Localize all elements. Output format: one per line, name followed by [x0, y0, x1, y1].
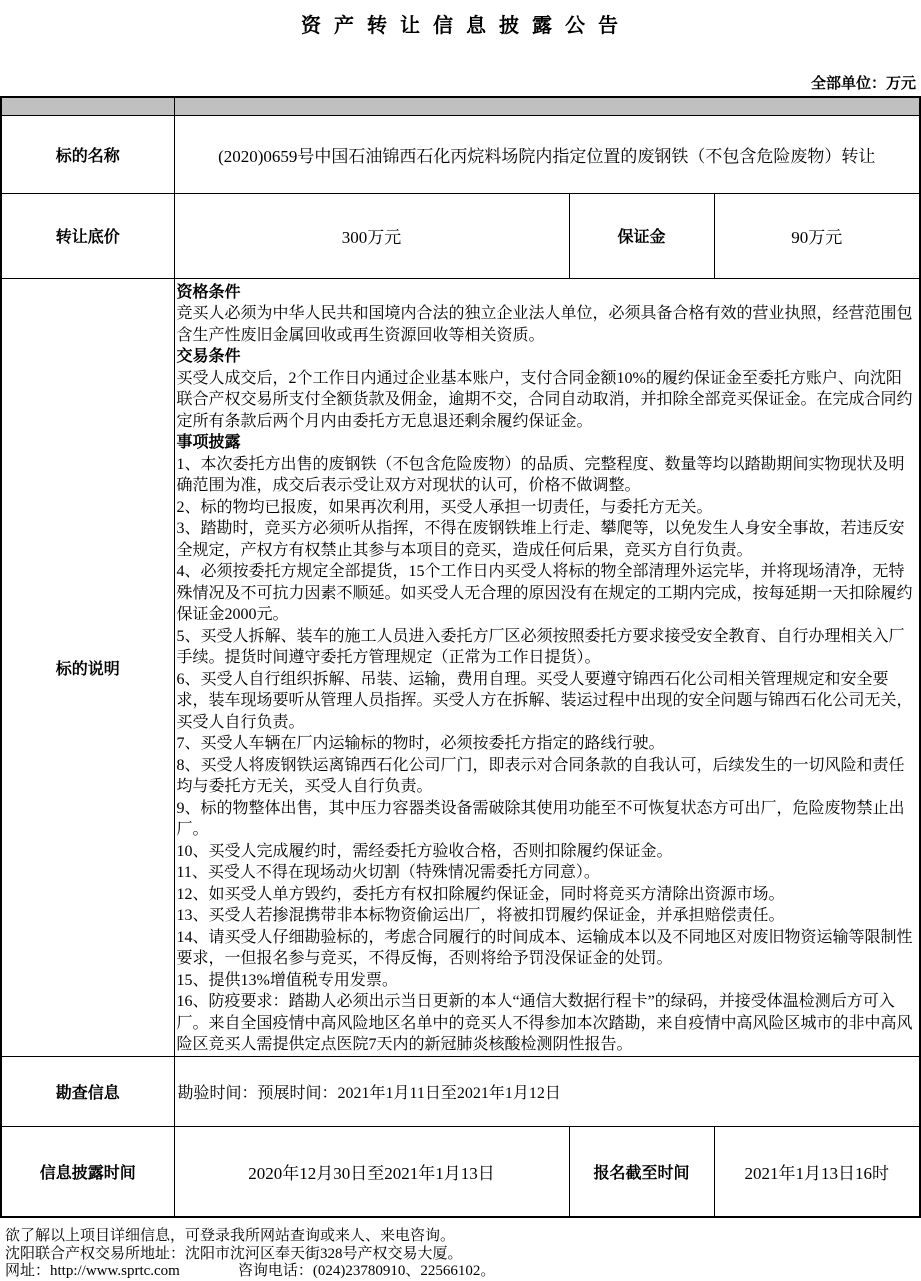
disclosure-row	[1, 1126, 920, 1217]
description-paragraph: 10、买受人完成履约时，需经委托方验收合格，否则扣除履约保证金。	[176, 842, 673, 860]
inspection-label: 勘查信息	[1, 1056, 174, 1126]
inspection-value: 勘验时间：预展时间：2021年1月11日至2021年1月12日	[174, 1056, 920, 1126]
price-label: 转让底价	[1, 193, 174, 278]
description-paragraph: 14、请买受人仔细勘验标的，考虑合同履行的时间成本、运输成本以及不同地区对废旧物资运输等限制性要求，一但报名参与竞买，不得反悔，否则将给予罚没保证金的处罚。	[176, 928, 913, 967]
footer-phone: 咨询电话：(024)23780910、22566102。	[237, 1263, 496, 1279]
description-paragraph: 11、买受人不得在现场动火切割（特殊情况需委托方同意）。	[176, 864, 600, 881]
description-paragraph: 9、标的物整体出售，其中压力容器类设备需破除其使用功能至不可恢复状态方可出厂，危险废物禁止出厂。	[176, 799, 905, 838]
deadline-value: 2021年1月13日16时	[714, 1126, 920, 1217]
description-label: 标的说明	[1, 278, 174, 1056]
description-paragraph: 事项披露	[176, 434, 241, 451]
announcement-table	[0, 96, 921, 1218]
header-cell-right	[174, 97, 920, 115]
footer-website: 网址：http://www.sprtc.com	[5, 1263, 180, 1279]
description-row	[1, 278, 920, 1056]
unit-note: 全部单位：万元	[810, 76, 916, 92]
disclosure-value: 2020年12月30日至2021年1月13日	[174, 1126, 569, 1217]
header-cell-left	[1, 97, 174, 115]
footer	[0, 1228, 919, 1281]
price-value: 300万元	[174, 193, 569, 278]
description-paragraph: 4、必须按委托方规定全部提货，15个工作日内买受人将标的物全部清理外运完毕，并将现场清净，无特殊情况及不可抗力因素不顺延。如买受人无合理的原因没有在规定的工期内完成，按每延期一天扣除履约保证金2000元。	[176, 563, 913, 623]
description-paragraph: 13、买受人若掺混携带非本标物资偷运出厂，将被扣罚履约保证金，并承担赔偿责任。	[176, 907, 785, 924]
footer-line-info: 欲了解以上项目详细信息，可登录我所网站查询或来人、来电咨询。	[5, 1228, 456, 1244]
description-paragraph: 交易条件	[176, 348, 241, 365]
description-paragraph: 16、防疫要求：踏勘人必须出示当日更新的本人“通信大数据行程卡”的绿码，并接受体温检测后方可入厂。来自全国疫情中高风险地区名单中的竞买人不得参加本次踏勘，来自疫情中高风险区城市的非中高风险区竞买人需提供定点医院7天内的新冠肺炎核酸检测阴性报告。	[176, 993, 913, 1053]
footer-line-address: 沈阳联合产权交易所地址：沈阳市沈河区奉天街328号产权交易大厦。	[5, 1245, 463, 1262]
description-paragraph: 3、踏勘时，竞买方必须听从指挥，不得在废钢铁堆上行走、攀爬等，以免发生人身安全事故，若违反安全规定，产权方有权禁止其参与本项目的竞买，造成任何后果，竞买方自行负责。	[176, 520, 905, 559]
description-paragraph: 12、如买受人单方毁约，委托方有权扣除履约保证金，同时将竞买方清除出资源市场。	[176, 885, 785, 903]
description-paragraph: 资格条件	[176, 283, 241, 301]
description-paragraph: 8、买受人将废钢铁运离锦西石化公司厂门，即表示对合同条款的自我认可，后续发生的一切风险和责任均与委托方无关，买受人自行负责。	[176, 756, 905, 795]
subject-name-value: (2020)0659号中国石油锦西石化丙烷料场院内指定位置的废钢铁（不包含危险废物）转让	[174, 115, 920, 193]
description-paragraph: 1、本次委托方出售的废钢铁（不包含危险废物）的品质、完整程度、数量等均以踏勘期间实物现状及明确范围为准，成交后表示受让双方对现状的认可，价格不做调整。	[176, 455, 905, 494]
price-row	[1, 193, 920, 278]
description-paragraph: 竞买人必须为中华人民共和国境内合法的独立企业法人单位，必须具备合格有效的营业执照，经营范围包含生产性废旧金属回收或再生资源回收等相关资质。	[176, 305, 913, 344]
subject-name-row	[1, 115, 920, 193]
table-header-row	[1, 97, 920, 115]
subject-name-label: 标的名称	[1, 115, 174, 193]
description-paragraph: 买受人成交后，2个工作日内通过企业基本账户，支付合同金额10%的履约保证金至委托方账户、向沈阳联合产权交易所支付全额货款及佣金，逾期不交，合同自动取消，并扣除全部竞买保证金。在完成合同约定所有条款后两个月内由委托方无息退还剩余履约保证金。	[176, 369, 913, 430]
disclosure-label: 信息披露时间	[1, 1126, 174, 1217]
description-paragraph: 15、提供13%增值税专用发票。	[176, 971, 398, 989]
deposit-value: 90万元	[714, 193, 920, 278]
page-title: 资产转让信息披露公告	[301, 15, 631, 37]
deadline-label: 报名截至时间	[569, 1126, 714, 1217]
description-paragraph: 7、买受人车辆在厂内运输标的物时，必须按委托方指定的路线行驶。	[176, 735, 665, 752]
description-paragraph: 2、标的物均已报废，如果再次利用，买受人承担一切责任，与委托方无关。	[176, 498, 713, 516]
footer-line-contact	[5, 1263, 919, 1281]
description-paragraphs	[174, 278, 920, 1056]
deposit-label: 保证金	[569, 193, 714, 278]
description-paragraph: 6、买受人自行组织拆解、吊装、运输，费用自理。买受人要遵守锦西石化公司相关管理规定和安全要求，装车现场要听从管理人员指挥。买受人方在拆解、装运过程中出现的安全问题与锦西石化公司无关，买受人自行负责。	[176, 670, 913, 731]
inspection-row	[1, 1056, 920, 1126]
description-paragraph: 5、买受人拆解、装车的施工人员进入委托方厂区必须按照委托方要求接受安全教育、自行办理相关入厂手续。提货时间遵守委托方管理规定（正常为工作日提货）。	[176, 627, 905, 666]
